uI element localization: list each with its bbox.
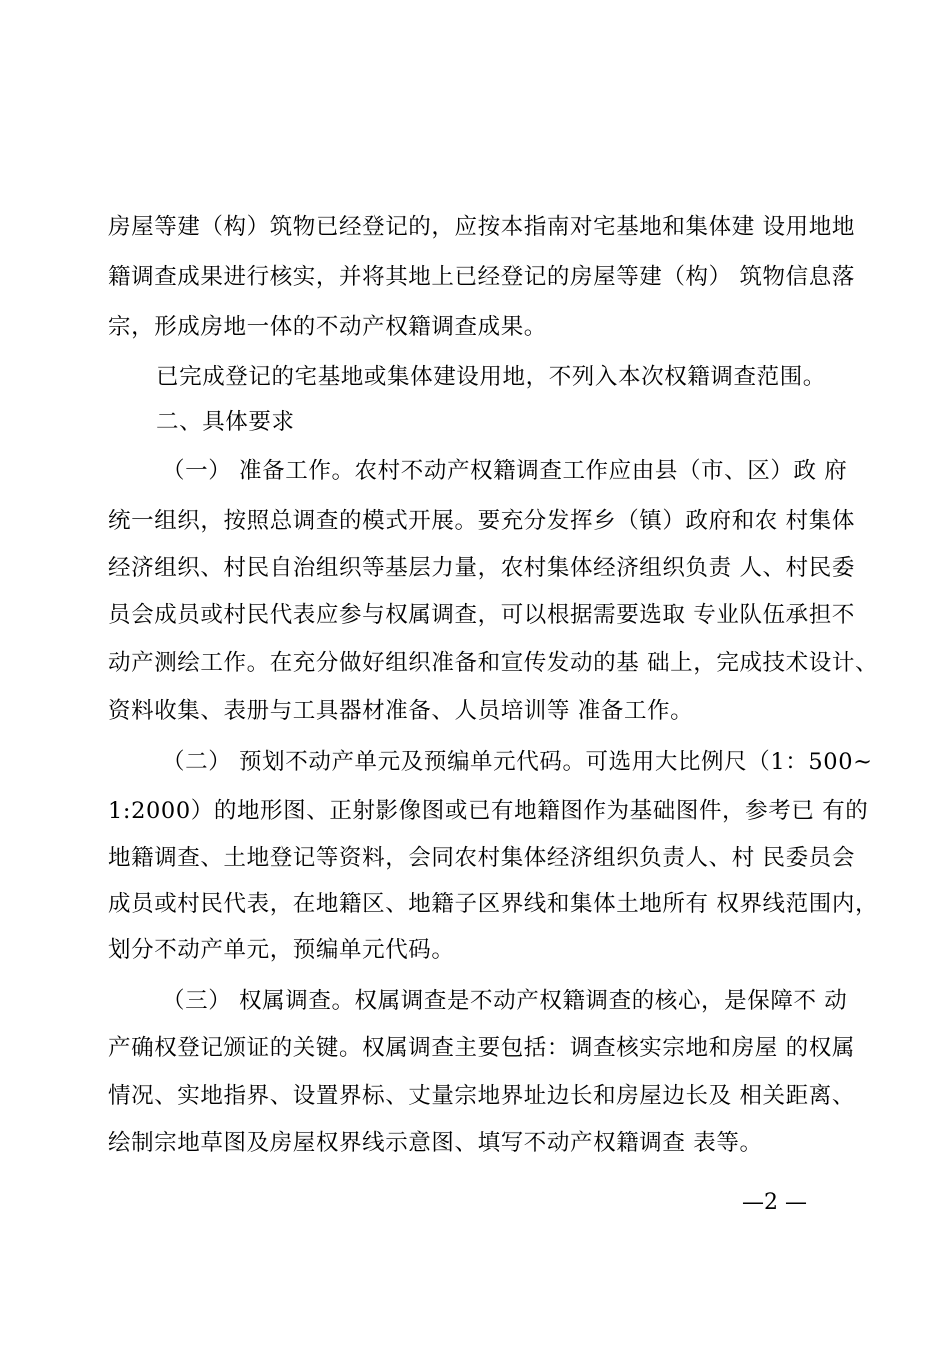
paragraph-1-line-2: 籍调查成果进行核实，并将其地上已经登记的房屋等建（构） 筑物信息落: [108, 264, 855, 290]
subsection-2-line-1: （二） 预划不动产单元及预编单元代码。可选用大比例尺（1：500~: [162, 749, 873, 775]
subsection-2-line-2: 1:2000）的地形图、正射影像图或已有地籍图作为基础图件，参考已 有的: [108, 798, 869, 824]
subsection-3-line-4: 绘制宗地草图及房屋权界线示意图、填写不动产权籍调查 表等。: [108, 1130, 763, 1156]
section-heading-specific-requirements: 二、具体要求: [156, 409, 295, 435]
subsection-3-line-1: （三） 权属调查。权属调查是不动产权籍调查的核心，是保障不 动: [162, 988, 848, 1014]
subsection-1-line-5: 动产测绘工作。在充分做好组织准备和宣传发动的基 础上，完成技术设计、: [108, 650, 879, 676]
subsection-1-line-4: 员会成员或村民代表应参与权属调查，可以根据需要选取 专业队伍承担不: [108, 602, 855, 628]
subsection-3-line-3: 情况、实地指界、设置界标、丈量宗地界址边长和房屋边长及 相关距离、: [108, 1083, 855, 1109]
subsection-2-line-5: 划分不动产单元，预编单元代码。: [108, 937, 455, 963]
subsection-2-line-3: 地籍调查、土地登记等资料，会同农村集体经济组织负责人、村 民委员会: [108, 845, 855, 871]
subsection-3-line-2: 产确权登记颁证的关键。权属调查主要包括：调查核实宗地和房屋 的权属: [108, 1035, 855, 1061]
subsection-1-line-6: 资料收集、表册与工具器材准备、人员培训等 准备工作。: [108, 698, 694, 724]
page-number: —2 —: [742, 1190, 807, 1215]
paragraph-2: 已完成登记的宅基地或集体建设用地，不列入本次权籍调查范围。: [156, 364, 826, 390]
subsection-1-line-3: 经济组织、村民自治组织等基层力量，农村集体经济组织负责 人、村民委: [108, 555, 855, 581]
paragraph-1-line-3: 宗，形成房地一体的不动产权籍调查成果。: [108, 314, 547, 340]
subsection-2-line-4: 成员或村民代表，在地籍区、地籍子区界线和集体土地所有 权界线范围内，: [108, 891, 879, 917]
subsection-1-line-1: （一） 准备工作。农村不动产权籍调查工作应由县（市、区）政 府: [162, 458, 848, 484]
paragraph-1-line-1: 房屋等建（构）筑物已经登记的，应按本指南对宅基地和集体建 设用地地: [108, 214, 855, 240]
subsection-1-line-2: 统一组织，按照总调查的模式开展。要充分发挥乡（镇）政府和农 村集体: [108, 508, 855, 534]
